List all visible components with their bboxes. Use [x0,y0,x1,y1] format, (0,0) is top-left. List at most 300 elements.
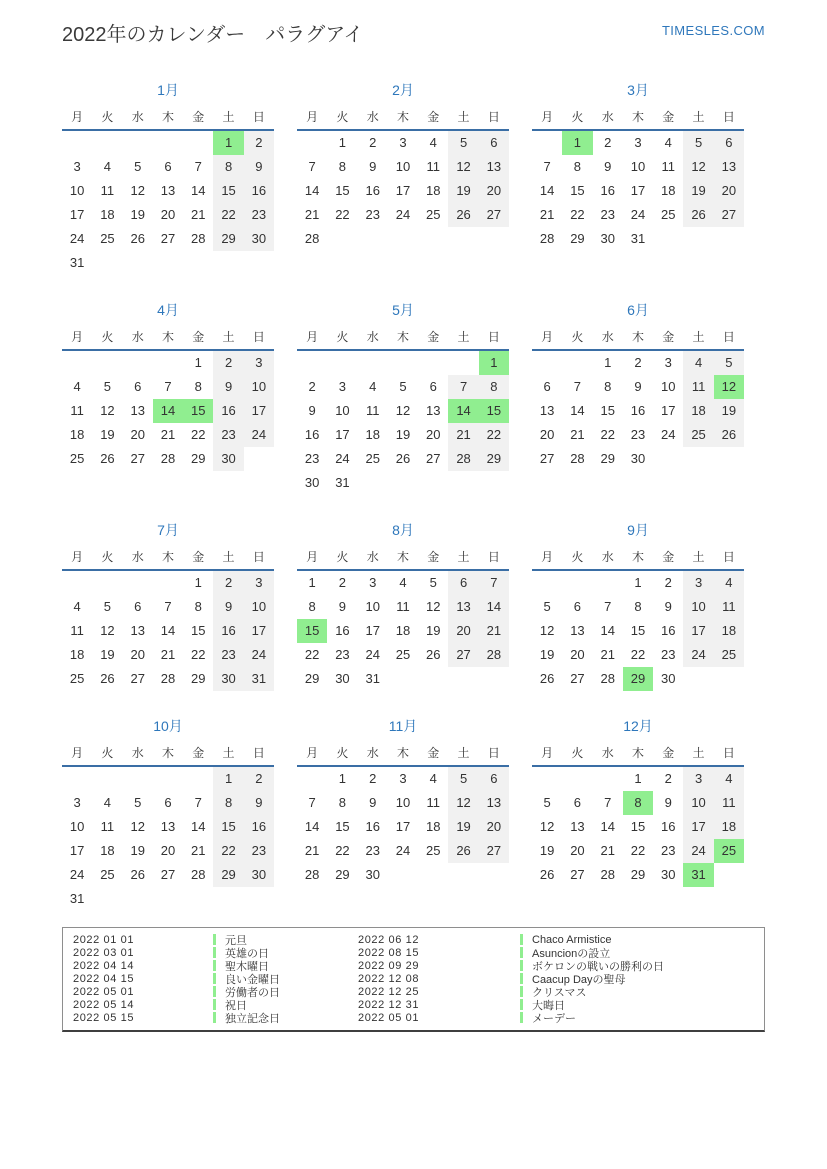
week-row [532,399,744,423]
week-row [297,447,509,471]
day-cell: 2 [604,135,612,150]
week-row [532,791,744,815]
legend-item [358,1011,764,1024]
week-row [297,227,509,251]
day-cell: 12 [539,623,555,638]
day-cell: 29 [570,231,585,246]
day-cell: 7 [573,379,582,394]
day-cell: 6 [479,131,509,155]
day-cell: 17 [395,819,411,834]
weekday-label: 水 [366,330,379,344]
day-cell: 3 [683,767,713,791]
day-cell: 17 [395,183,411,198]
day-cell: 29 [191,451,206,466]
day-cell-empty [183,767,213,791]
day-cell: 22 [213,203,243,227]
day-cell: 16 [244,179,274,203]
weekday-label: 木 [396,550,409,564]
weekday-label: 水 [601,746,614,760]
weekday-label: 月 [541,110,554,124]
day-cell: 25 [100,867,115,882]
month-february [297,80,509,251]
holiday-legend [62,927,765,1032]
week-row [297,155,509,179]
day-cell: 28 [191,231,206,246]
weekday-label: 月 [541,550,554,564]
day-cell: 16 [335,623,350,638]
day-cell: 27 [130,671,145,686]
day-cell: 9 [338,599,347,614]
day-cell: 3 [664,355,672,370]
day-cell: 3 [369,575,377,590]
day-cell: 14 [191,183,206,198]
holiday-marker-bar [520,986,523,997]
weekday-label: 日 [487,746,500,760]
weekday-label: 金 [427,330,440,344]
week-row [62,155,274,179]
day-cell: 23 [335,647,350,662]
weekday-label: 日 [722,550,735,564]
day-cell: 29 [213,863,243,887]
month-title: 12月 [623,718,653,734]
weekday-label: 水 [601,110,614,124]
day-cell-empty [244,447,274,471]
day-cell: 22 [335,207,350,222]
day-cell: 9 [369,795,377,810]
weekday-label: 木 [161,330,174,344]
day-cell-empty [418,227,448,251]
week-row [297,767,509,791]
weekday-label: 金 [427,110,440,124]
legend-right-column [358,933,764,1024]
day-cell: 21 [160,427,176,442]
weekday-header-row [62,744,274,767]
legend-holiday-name: 労働者の日 [225,986,280,999]
day-cell: 8 [308,599,316,614]
day-cell: 6 [448,571,478,595]
day-cell: 28 [479,643,509,667]
day-cell: 10 [365,599,380,614]
day-cell: 24 [244,423,274,447]
week-row [532,179,744,203]
day-cell: 20 [479,815,509,839]
day-cell: 12 [448,791,478,815]
day-cell: 14 [600,819,615,834]
weekday-label: 日 [487,110,500,124]
week-row [62,815,274,839]
day-cell: 22 [570,207,585,222]
day-cell: 23 [630,427,646,442]
day-cell: 4 [683,351,713,375]
week-row [297,863,509,887]
day-cell-empty [714,667,744,691]
week-row [62,791,274,815]
legend-holiday-name: メーデー [532,1012,576,1025]
day-cell-empty [448,667,478,691]
weekday-label: 水 [366,110,379,124]
day-cell-empty [92,351,122,375]
weekday-label: 金 [192,330,205,344]
week-row [62,227,274,251]
day-cell: 7 [604,599,612,614]
weekday-label: 火 [336,110,349,124]
day-cell: 3 [244,571,274,595]
day-cell: 25 [661,207,676,222]
day-cell: 16 [661,819,676,834]
day-cell-empty [123,251,153,275]
day-cell: 31 [365,671,380,686]
day-cell: 11 [396,599,410,614]
day-cell: 27 [570,671,585,686]
day-cell: 12 [130,183,145,198]
weekday-label: 月 [306,330,319,344]
day-cell: 13 [479,155,509,179]
day-cell: 27 [539,451,555,466]
day-cell: 17 [335,427,350,442]
week-row [297,399,509,423]
weekday-label: 木 [631,330,644,344]
day-cell-empty [92,251,122,275]
holiday-marker-bar [520,1012,523,1023]
day-cell: 28 [160,671,176,686]
day-cell: 14 [304,183,320,198]
day-cell: 31 [244,667,274,691]
day-cell: 4 [399,575,407,590]
weekday-header-row [297,108,509,131]
day-cell: 20 [448,619,478,643]
day-cell: 4 [103,159,112,174]
day-cell: 25 [714,643,744,667]
day-cell-empty [653,447,683,471]
weekday-header-row [62,328,274,351]
weekday-header-row [62,108,274,131]
week-row [297,791,509,815]
holiday-marker-bar [520,973,523,984]
day-cell: 15 [630,623,646,638]
day-cell: 19 [426,623,441,638]
weekday-label: 月 [306,110,319,124]
month-title: 1月 [157,82,179,98]
day-cell: 19 [100,647,115,662]
day-cell: 11 [365,403,380,418]
day-cell: 30 [244,227,274,251]
week-row [532,155,744,179]
week-row [62,619,274,643]
day-cell: 13 [448,595,478,619]
day-cell: 14 [539,183,555,198]
day-cell-empty [532,131,562,155]
day-cell: 10 [69,819,85,834]
day-cell: 24 [683,643,713,667]
weekday-label: 木 [631,746,644,760]
week-row [297,643,509,667]
weekday-label: 水 [131,110,144,124]
day-cell: 27 [714,203,744,227]
weekday-label: 日 [252,550,265,564]
holiday-marker-bar [213,960,216,971]
day-cell: 4 [73,599,81,614]
day-cell-empty [123,571,153,595]
day-cell: 26 [448,203,478,227]
page-header [62,18,765,47]
month-title: 8月 [392,522,414,538]
weekday-label: 火 [571,550,584,564]
day-cell: 3 [338,379,347,394]
day-cell: 1 [338,771,347,786]
weekday-label: 土 [692,330,705,344]
legend-date: 2022 08 15 [358,946,420,959]
day-cell: 23 [213,423,243,447]
weekday-label: 火 [336,746,349,760]
day-cell: 9 [664,599,672,614]
day-cell: 13 [426,403,441,418]
day-cell: 23 [244,839,274,863]
day-cell: 1 [479,351,509,375]
day-cell-empty [183,251,213,275]
weekday-label: 水 [601,550,614,564]
day-cell: 7 [194,795,202,810]
day-cell: 21 [570,427,585,442]
day-cell: 25 [69,451,85,466]
holiday-marker-bar [520,999,523,1010]
day-cell-empty [532,351,562,375]
holiday-marker-bar [213,973,216,984]
day-cell: 16 [213,399,243,423]
weekday-header-row [532,548,744,571]
day-cell: 30 [365,867,380,882]
day-cell: 15 [479,399,509,423]
weekday-label: 火 [571,330,584,344]
day-cell: 30 [630,451,646,466]
weekday-label: 月 [306,746,319,760]
week-row [297,667,509,691]
day-cell: 2 [213,351,243,375]
day-cell: 17 [69,207,85,222]
legend-holiday-name: ボケロンの戦いの勝利の日 [532,960,664,973]
day-cell: 21 [600,647,615,662]
day-cell-empty [479,471,509,495]
week-row [297,179,509,203]
day-cell: 13 [130,623,145,638]
day-cell: 1 [604,355,612,370]
day-cell: 31 [683,863,713,887]
weekday-header-row [532,744,744,767]
week-row [62,839,274,863]
month-november [297,716,509,887]
day-cell: 3 [399,771,407,786]
day-cell: 28 [304,231,320,246]
week-row [297,471,509,495]
day-cell-empty [388,667,418,691]
day-cell: 28 [600,867,615,882]
day-cell-empty [92,767,122,791]
day-cell: 7 [164,379,172,394]
day-cell: 5 [429,575,437,590]
legend-date: 2022 12 31 [358,998,420,1011]
day-cell: 11 [100,183,115,198]
month-march [532,80,744,251]
day-cell: 20 [130,647,145,662]
day-cell-empty [297,351,327,375]
day-cell: 7 [194,159,202,174]
legend-date: 2022 05 01 [73,985,135,998]
month-may [297,300,509,495]
day-cell: 18 [365,427,380,442]
day-cell: 22 [335,843,350,858]
weekday-header-row [532,328,744,351]
day-cell: 28 [539,231,555,246]
month-title: 4月 [157,302,179,318]
day-cell: 14 [570,403,585,418]
day-cell-empty [562,767,592,791]
legend-date: 2022 05 15 [73,1011,135,1024]
site-logo-link[interactable]: TIMESLES.COM [661,23,765,38]
day-cell: 27 [448,643,478,667]
day-cell: 31 [630,231,646,246]
month-january [62,80,274,275]
day-cell: 16 [365,819,380,834]
day-cell-empty [123,767,153,791]
day-cell: 11 [714,595,744,619]
week-row [62,447,274,471]
day-cell: 15 [630,819,646,834]
legend-holiday-name: 聖木曜日 [225,960,269,973]
day-cell: 19 [448,179,478,203]
weekday-label: 火 [336,330,349,344]
day-cell: 1 [213,767,243,791]
day-cell-empty [683,447,713,471]
week-row [532,767,744,791]
day-cell: 13 [160,183,176,198]
day-cell: 24 [395,843,411,858]
day-cell: 29 [479,447,509,471]
day-cell: 15 [335,183,350,198]
weekday-label: 月 [306,550,319,564]
week-row [532,131,744,155]
week-row [297,423,509,447]
weekday-label: 土 [222,330,235,344]
weekday-label: 火 [336,550,349,564]
day-cell: 29 [191,671,206,686]
weekday-label: 火 [571,746,584,760]
day-cell: 26 [448,839,478,863]
week-row [532,643,744,667]
weekday-label: 土 [222,746,235,760]
day-cell: 16 [365,183,380,198]
day-cell: 30 [213,667,243,691]
day-cell: 19 [100,427,115,442]
day-cell: 16 [304,427,320,442]
day-cell: 18 [683,399,713,423]
day-cell: 7 [164,599,172,614]
weekday-label: 日 [722,746,735,760]
day-cell: 10 [683,595,713,619]
day-cell: 24 [630,207,646,222]
day-cell: 2 [664,771,672,786]
day-cell: 11 [683,375,713,399]
week-row [62,203,274,227]
day-cell: 27 [570,867,585,882]
holiday-marker-bar [213,1012,216,1023]
week-row [62,351,274,375]
day-cell: 30 [335,671,350,686]
day-cell-empty [653,227,683,251]
day-cell-empty [714,863,744,887]
day-cell: 25 [714,839,744,863]
day-cell-empty [593,571,623,595]
day-cell: 25 [426,843,441,858]
day-cell-empty [479,863,509,887]
month-title: 11月 [388,718,418,734]
week-row [532,595,744,619]
day-cell: 20 [539,427,555,442]
day-cell-empty [297,131,327,155]
legend-item [73,985,358,998]
day-cell: 15 [191,623,206,638]
day-cell: 11 [426,159,441,174]
month-june [532,300,744,471]
week-row [532,839,744,863]
day-cell: 1 [338,135,347,150]
week-row [62,767,274,791]
day-cell: 13 [130,403,145,418]
weekday-label: 月 [71,550,84,564]
day-cell: 8 [634,599,642,614]
day-cell: 11 [70,623,84,638]
day-cell: 8 [213,155,243,179]
day-cell-empty [183,887,213,911]
day-cell: 20 [426,427,441,442]
week-row [297,351,509,375]
weekday-header-row [297,744,509,767]
weekday-label: 土 [222,550,235,564]
day-cell-empty [62,571,92,595]
day-cell: 22 [191,427,206,442]
week-row [532,375,744,399]
day-cell-empty [153,251,183,275]
legend-item [73,1011,358,1024]
day-cell-empty [562,351,592,375]
day-cell: 14 [448,399,478,423]
day-cell-empty [183,131,213,155]
day-cell: 19 [539,647,555,662]
day-cell: 1 [634,771,642,786]
month-april [62,300,274,471]
day-cell-empty [358,351,388,375]
day-cell: 7 [479,571,509,595]
weekday-label: 水 [601,330,614,344]
day-cell: 18 [69,427,85,442]
day-cell: 12 [448,155,478,179]
day-cell: 4 [714,571,744,595]
weekday-label: 水 [366,746,379,760]
day-cell-empty [327,227,357,251]
weekday-label: 木 [631,550,644,564]
week-row [532,815,744,839]
day-cell: 28 [191,867,206,882]
day-cell: 22 [304,647,320,662]
day-cell: 16 [213,619,243,643]
day-cell: 11 [714,791,744,815]
day-cell-empty [448,227,478,251]
legend-item [73,959,358,972]
weekday-label: 金 [662,746,675,760]
week-row [532,227,744,251]
day-cell: 27 [160,867,176,882]
weekday-label: 日 [252,330,265,344]
day-cell-empty [327,351,357,375]
day-cell: 17 [365,623,380,638]
